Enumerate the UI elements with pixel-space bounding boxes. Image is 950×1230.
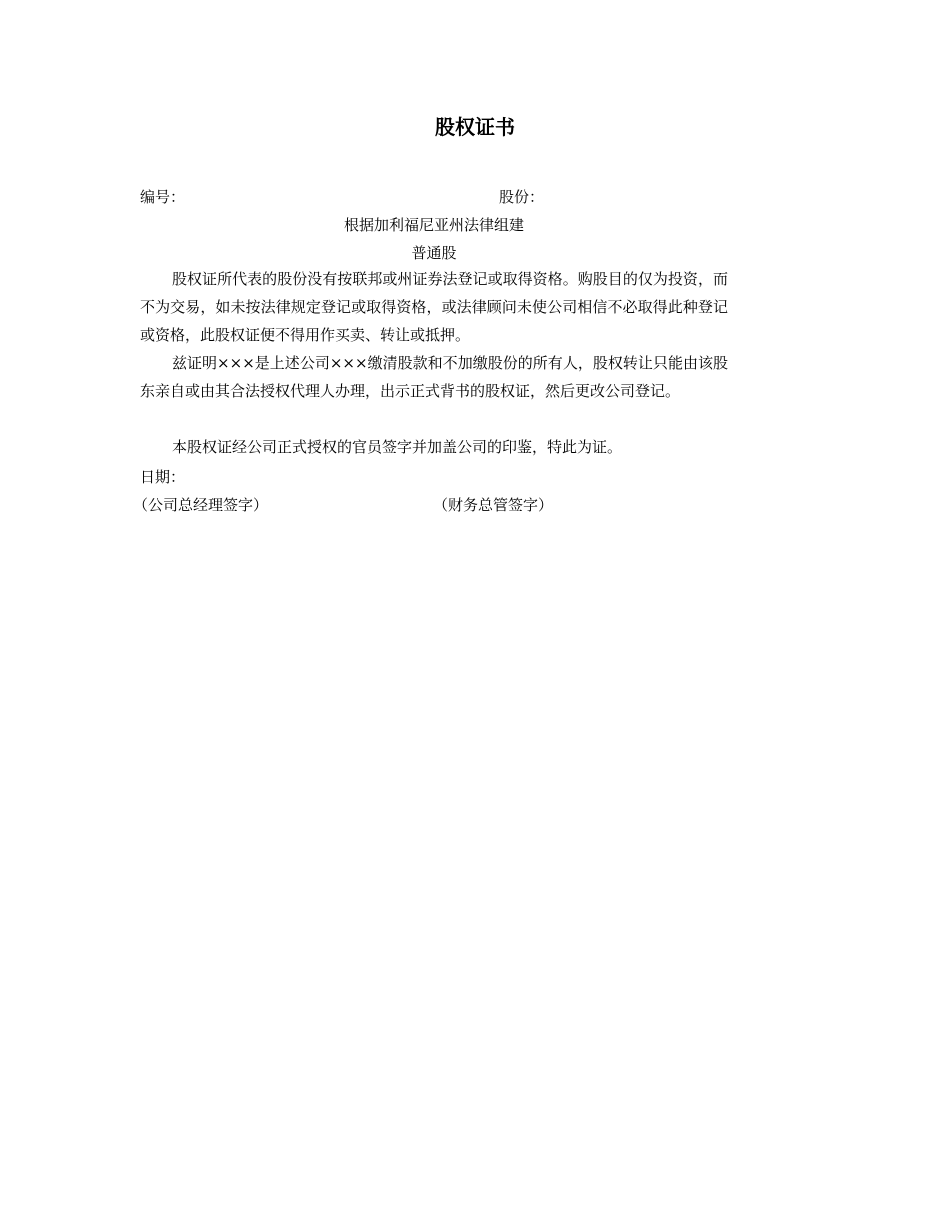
page-title: 股权证书 [435,115,515,139]
date-label: 日期： [140,468,186,486]
paragraph-registration: 股权证所代表的股份没有按联邦或州证券法登记或取得资格。购股目的仅为投资，而不为交易，如未按法律规定登记或取得资格，或法律顾问未使公司相信不必取得此种登记或资格，此股权证便不得用作买卖、转让或抵押。 [140,270,728,344]
paragraph-attestation: 本股权证经公司正式授权的官员签字并加盖公司的印鉴，特此为证。 [172,438,623,456]
number-label: 编号： [140,188,186,206]
share-class: 普通股 [411,244,457,262]
paragraph-ownership: 兹证明×××是上述公司×××缴清股款和不加缴股份的所有人，股权转让只能由该股东亲自或由其合法授权代理人办理，出示正式背书的股权证，然后更改公司登记。 [140,354,728,400]
signature-gm: （公司总经理签字） [133,496,269,514]
shares-label: 股份： [499,188,545,206]
incorporation-line: 根据加利福尼亚州法律组建 [343,216,524,234]
signature-finance: （财务总管签字） [433,496,554,514]
